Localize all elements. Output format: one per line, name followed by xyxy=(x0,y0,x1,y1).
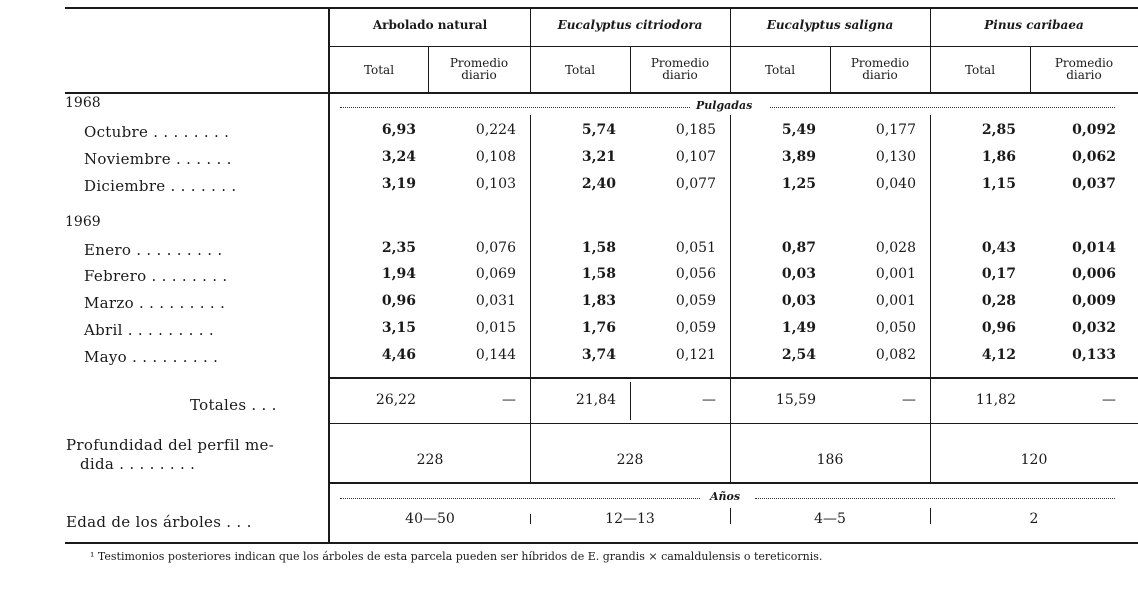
row-label: Enero . . . . . . . . . xyxy=(84,241,223,259)
table-cell: 0,28 xyxy=(981,293,1016,309)
table-cell: 0,96 xyxy=(381,293,416,309)
data-divider-a xyxy=(530,115,531,377)
group-header-citriodora: Eucalyptus citriodora xyxy=(557,18,703,32)
table-cell: 2,85 xyxy=(981,122,1016,138)
anos-dots-left xyxy=(340,498,700,499)
subheader-promedio-1 xyxy=(428,57,530,81)
totales-value: 21,84 xyxy=(575,392,616,408)
table-cell: 0,224 xyxy=(475,122,516,138)
table-cell: 1,58 xyxy=(581,240,616,256)
subheader-total-2: Total xyxy=(564,63,596,77)
table-cell: 3,24 xyxy=(381,149,416,165)
subheader-total-3: Total xyxy=(764,63,796,77)
table-cell: 1,25 xyxy=(781,176,816,192)
anos-dots-right xyxy=(755,498,1115,499)
table-cell: 4,12 xyxy=(981,347,1016,363)
totals-top-rule xyxy=(330,377,1138,379)
totals-divider-c xyxy=(930,379,931,423)
table-cell: 3,15 xyxy=(381,320,416,336)
table-cell: 5,74 xyxy=(581,122,616,138)
table-cell: 0,43 xyxy=(981,240,1016,256)
totals-divider-b xyxy=(730,379,731,423)
table-cell: 0,133 xyxy=(1072,347,1116,363)
depth-bottom-rule xyxy=(330,482,1138,484)
table-cell: 6,93 xyxy=(381,122,416,138)
table-cell: 1,83 xyxy=(581,293,616,309)
table-cell: 0,103 xyxy=(475,176,516,192)
table-cell: 0,96 xyxy=(981,320,1016,336)
table-cell: 3,89 xyxy=(781,149,816,165)
edad-label: Edad de los árboles . . . xyxy=(66,513,252,531)
profundidad-value: 120 xyxy=(1020,452,1048,468)
table-cell: 0,185 xyxy=(675,122,716,138)
year-1969: 1969 xyxy=(65,214,101,230)
totales-value: — xyxy=(902,392,916,408)
edad-value: 40—50 xyxy=(405,511,455,527)
totals-divider-a xyxy=(530,379,531,423)
totales-value: — xyxy=(1102,392,1116,408)
units-pulgadas: Pulgadas xyxy=(696,99,753,112)
row-label: Noviembre . . . . . . xyxy=(84,150,232,168)
table-cell: 0,009 xyxy=(1072,293,1116,309)
table-cell: 0,031 xyxy=(475,293,516,309)
row-label: Abril . . . . . . . . . xyxy=(84,321,214,339)
table-cell: 0,040 xyxy=(875,176,916,192)
table-cell: 3,74 xyxy=(581,347,616,363)
top-rule xyxy=(65,7,1138,9)
profundidad-value: 186 xyxy=(816,452,844,468)
row-label: Diciembre . . . . . . . xyxy=(84,177,237,195)
table-cell: 2,40 xyxy=(581,176,616,192)
totals-sub-a xyxy=(630,382,631,420)
edad-value: 4—5 xyxy=(814,511,846,527)
group-header-caribaea: Pinus caribaea xyxy=(984,18,1084,32)
table-cell: 3,21 xyxy=(581,149,616,165)
table-cell: 0,082 xyxy=(875,347,916,363)
row-label: Mayo . . . . . . . . . xyxy=(84,348,219,366)
table-cell: 0,056 xyxy=(675,266,716,282)
table-cell: 1,76 xyxy=(581,320,616,336)
profundidad-value: 228 xyxy=(616,452,644,468)
table-cell: 2,54 xyxy=(781,347,816,363)
table-cell: 0,028 xyxy=(875,240,916,256)
bottom-rule xyxy=(65,542,1138,544)
table-cell: 0,130 xyxy=(875,149,916,165)
units-anos: Años xyxy=(710,490,741,503)
table-cell: 0,144 xyxy=(475,347,516,363)
totales-value: 26,22 xyxy=(375,392,416,408)
table-cell: 0,059 xyxy=(675,320,716,336)
row-label: Febrero . . . . . . . . xyxy=(84,267,228,285)
table-cell: 1,94 xyxy=(381,266,416,282)
promedio-line1: Promedio xyxy=(650,56,710,70)
profundidad-label-2: dida . . . . . . . . xyxy=(80,455,196,473)
edad-value: 2 xyxy=(1029,511,1039,527)
table-cell: 0,076 xyxy=(475,240,516,256)
table-cell: 0,092 xyxy=(1072,122,1116,138)
promedio-line2: diario xyxy=(461,68,497,82)
promedio-line1: Promedio xyxy=(850,56,910,70)
table-cell: 0,051 xyxy=(675,240,716,256)
promedio-line1: Promedio xyxy=(1054,56,1114,70)
subheader-promedio-3 xyxy=(830,57,930,81)
table-cell: 0,107 xyxy=(675,149,716,165)
data-divider-b xyxy=(730,115,731,377)
table-cell: 0,177 xyxy=(875,122,916,138)
profundidad-value: 228 xyxy=(416,452,444,468)
profundidad-label-1: Profundidad del perfil me- xyxy=(66,436,275,454)
totals-bottom-rule xyxy=(330,423,1138,424)
promedio-line2: diario xyxy=(862,68,898,82)
table-cell: 1,49 xyxy=(781,320,816,336)
units-dots-right xyxy=(770,107,1115,108)
table-cell: 0,001 xyxy=(875,293,916,309)
table-cell: 0,17 xyxy=(981,266,1016,282)
totales-value: 11,82 xyxy=(975,392,1016,408)
table-cell: 5,49 xyxy=(781,122,816,138)
table-cell: 0,032 xyxy=(1072,320,1116,336)
table-cell: 0,108 xyxy=(475,149,516,165)
subheader-total-1: Total xyxy=(363,63,395,77)
edad-value: 12—13 xyxy=(605,511,655,527)
subheader-rule xyxy=(330,46,1138,47)
table-cell: 0,006 xyxy=(1072,266,1116,282)
totales-value: — xyxy=(702,392,716,408)
table-cell: 0,121 xyxy=(675,347,716,363)
table-cell: 3,19 xyxy=(381,176,416,192)
group-header-arbolado: Arbolado natural xyxy=(372,18,488,32)
table-cell: 0,014 xyxy=(1072,240,1116,256)
footnote: ¹ Testimonios posteriores indican que los árboles de esta parcela pueden ser híbridos de E. grandis × camaldulensis o tereticornis. xyxy=(90,550,823,563)
year-1968: 1968 xyxy=(65,95,101,111)
totales-value: — xyxy=(502,392,516,408)
table-cell: 0,062 xyxy=(1072,149,1116,165)
data-divider-c xyxy=(930,115,931,377)
table-cell: 0,037 xyxy=(1072,176,1116,192)
table-cell: 1,86 xyxy=(981,149,1016,165)
promedio-line1: Promedio xyxy=(449,56,509,70)
totales-value: 15,59 xyxy=(775,392,816,408)
totales-label: Totales . . . xyxy=(190,396,277,414)
table-cell: 0,077 xyxy=(675,176,716,192)
table-cell: 0,03 xyxy=(781,293,816,309)
row-label: Octubre . . . . . . . . xyxy=(84,123,230,141)
table-cell: 0,03 xyxy=(781,266,816,282)
group-header-saligna: Eucalyptus saligna xyxy=(766,18,894,32)
table-cell: 0,059 xyxy=(675,293,716,309)
header-rule xyxy=(65,92,1138,94)
subheader-promedio-2 xyxy=(630,57,730,81)
table-cell: 0,015 xyxy=(475,320,516,336)
table-cell: 0,87 xyxy=(781,240,816,256)
subheader-total-4: Total xyxy=(964,63,996,77)
table-cell: 0,050 xyxy=(875,320,916,336)
table-cell: 4,46 xyxy=(381,347,416,363)
promedio-line2: diario xyxy=(662,68,698,82)
units-dots-left xyxy=(340,107,690,108)
table-cell: 0,069 xyxy=(475,266,516,282)
table-cell: 0,001 xyxy=(875,266,916,282)
table-cell: 1,58 xyxy=(581,266,616,282)
table-cell: 2,35 xyxy=(381,240,416,256)
table-cell: 1,15 xyxy=(981,176,1016,192)
row-label: Marzo . . . . . . . . . xyxy=(84,294,226,312)
promedio-line2: diario xyxy=(1066,68,1102,82)
subheader-promedio-4 xyxy=(1030,57,1138,81)
